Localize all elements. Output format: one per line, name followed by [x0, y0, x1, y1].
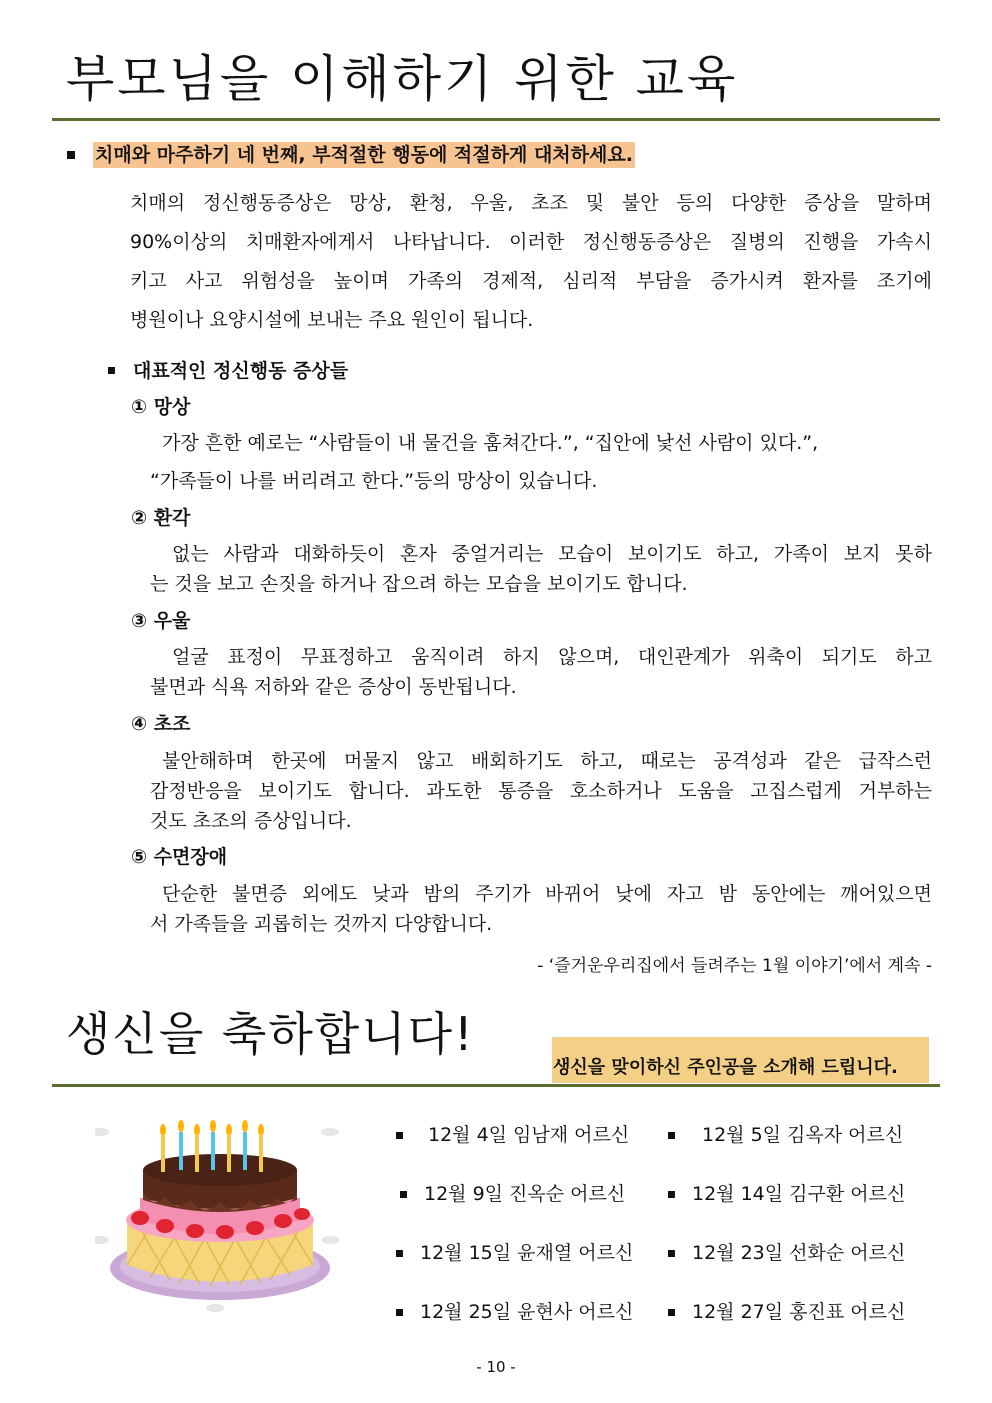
symptom-line: 얼굴 표정이 무표정하고 움직이려 하지 않으며, 대인관계가 위축이 되기도 하고 — [172, 646, 932, 668]
birthday-divider — [52, 1084, 940, 1087]
birthday-entry: 12월 4일 임남재 어르신 — [428, 1124, 630, 1146]
square-bullet-icon — [400, 1191, 407, 1198]
square-bullet-icon — [396, 1132, 403, 1139]
page-title: 부모님을 이해하기 위한 교육 — [66, 50, 739, 108]
square-bullet-icon — [668, 1191, 675, 1198]
section-headline: 치매와 마주하기 네 번째, 부적절한 행동에 적절하게 대처하세요. — [95, 144, 633, 166]
birthday-entry: 12월 5일 김옥자 어르신 — [702, 1124, 904, 1146]
square-bullet-icon — [396, 1250, 403, 1257]
symptom-line: “가족들이 나를 버리려고 한다.”등의 망상이 있습니다. — [150, 470, 598, 492]
symptom-line: 불면과 식욕 저하와 같은 증상이 동반됩니다. — [150, 676, 517, 698]
symptom-line: 감정반응을 보이기도 합니다. 과도한 통증을 호소하거나 도움을 고집스럽게 거부하는 — [150, 780, 932, 802]
source-note: - ‘즐거운우리집에서 들려주는 1월 이야기’에서 계속 - — [537, 956, 932, 976]
square-bullet-icon — [668, 1250, 675, 1257]
symptoms-subheading: 대표적인 정신행동 증상들 — [133, 360, 349, 382]
intro-line: 병원이나 요양시설에 보내는 주요 원인이 됩니다. — [130, 309, 534, 331]
symptom-line: 것도 초조의 증상입니다. — [150, 810, 352, 832]
page-number: - 10 - — [476, 1358, 516, 1376]
symptom-line: 불안해하며 한곳에 머물지 않고 배회하기도 하고, 때로는 공격성과 같은 급작스런 — [162, 750, 932, 772]
square-bullet-icon — [396, 1309, 403, 1316]
symptom-line: 는 것을 보고 손짓을 하거나 잡으려 하는 모습을 보이기도 합니다. — [150, 573, 688, 595]
symptom-title: ④ 초조 — [131, 713, 191, 735]
symptom-title: ② 환각 — [131, 507, 191, 529]
birthday-entry: 12월 9일 진옥순 어르신 — [424, 1183, 626, 1205]
title-divider — [52, 118, 940, 121]
birthday-entry: 12월 25일 윤현사 어르신 — [420, 1301, 634, 1323]
symptom-title: ③ 우울 — [131, 610, 191, 632]
birthday-entry: 12월 27일 홍진표 어르신 — [692, 1301, 906, 1323]
square-bullet-icon — [67, 151, 75, 159]
symptom-title: ⑤ 수면장애 — [131, 846, 228, 868]
birthday-entry: 12월 23일 선화순 어르신 — [692, 1242, 906, 1264]
birthday-entry: 12월 14일 김구환 어르신 — [692, 1183, 906, 1205]
symptom-line: 단순한 불면증 외에도 낮과 밤의 주기가 바뀌어 낮에 자고 밤 동안에는 깨어있으면 — [162, 883, 932, 905]
intro-line: 90%이상의 치매환자에게서 나타납니다. 이러한 정신행동증상은 질병의 진행을 가속시 — [130, 231, 932, 253]
square-bullet-icon — [668, 1132, 675, 1139]
birthday-entry: 12월 15일 윤재열 어르신 — [420, 1242, 634, 1264]
birthday-section-title: 생신을 축하합니다! — [66, 1007, 475, 1061]
square-bullet-icon — [668, 1309, 675, 1316]
birthday-cake-icon — [95, 1120, 345, 1320]
intro-line: 치매의 정신행동증상은 망상, 환청, 우울, 초조 및 불안 등의 다양한 증상을 말하며 — [130, 192, 932, 214]
square-bullet-icon — [108, 367, 115, 374]
symptom-line: 서 가족들을 괴롭히는 것까지 다양합니다. — [150, 913, 493, 935]
symptom-line: 가장 흔한 예로는 “사람들이 내 물건을 훔쳐간다.”, “집안에 낯선 사람이 있다.”, — [162, 432, 819, 454]
symptom-line: 없는 사람과 대화하듯이 혼자 중얼거리는 모습이 보이기도 하고, 가족이 보지 못하 — [172, 543, 932, 565]
intro-line: 키고 사고 위험성을 높이며 가족의 경제적, 심리적 부담을 증가시켜 환자를 조기에 — [130, 270, 932, 292]
symptom-title: ① 망상 — [131, 396, 191, 418]
birthday-intro: 생신을 맞이하신 주인공을 소개해 드립니다. — [553, 1057, 898, 1078]
